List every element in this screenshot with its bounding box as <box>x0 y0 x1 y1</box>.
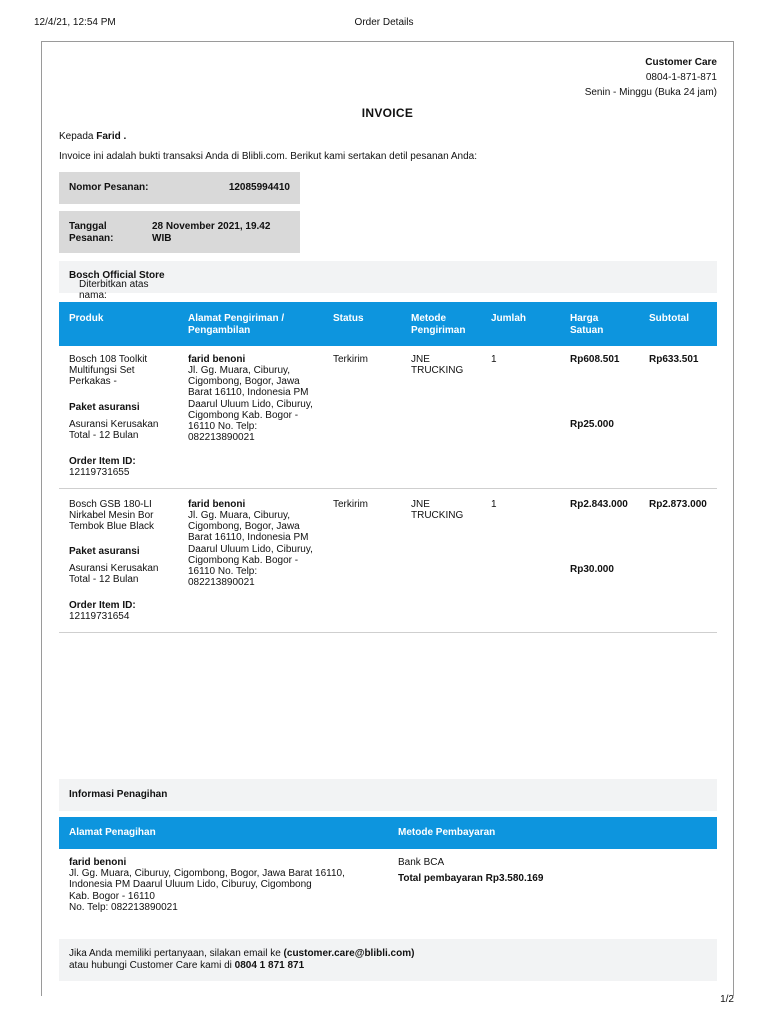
order-date: 28 November 2021, 19.42 WIB <box>152 221 271 244</box>
customer-care-hours: Senin - Minggu (Buka 24 jam) <box>584 87 717 98</box>
insurance-price: Rp25.000 <box>570 419 614 430</box>
footer-note <box>59 939 717 981</box>
table-row <box>59 346 717 489</box>
unit-price: Rp608.501 <box>570 354 620 365</box>
payment-bank: Bank BCA <box>398 857 445 868</box>
greeting-prefix: Kepada <box>59 131 97 142</box>
shipping-address: Jl. Gg. Muara, Ciburuy, Cigombong, Bogor, Jawa Barat 16110, Indonesia PM Daarul Uluum Lido, Ciburuy, Cigombong Kab. Bogor - 16110 No. Telp: 082213890021 <box>188 365 313 444</box>
customer-care <box>585 55 717 100</box>
product-name: Bosch GSB 180-LI Nirkabel Mesin Bor Tembok Blue Black <box>69 499 155 533</box>
order-item-id-label: Order Item ID: <box>69 456 136 467</box>
order-date-label: Tanggal Pesanan: <box>69 221 114 244</box>
page-number: 1/2 <box>720 994 734 1005</box>
issuer-label: Diterbitkan atas nama: <box>79 279 149 301</box>
order-number: 12085994410 <box>228 182 290 193</box>
items-table-header <box>59 302 717 346</box>
billing-address-header: Alamat Penagihan <box>69 827 156 838</box>
order-item-id: 12119731655 <box>69 467 130 478</box>
quantity: 1 <box>491 499 497 510</box>
customer-name: Farid . <box>96 131 127 142</box>
recipient-name: farid benoni <box>188 354 246 365</box>
insurance-label: Paket asuransi <box>69 402 140 413</box>
billing-body <box>59 857 717 927</box>
quantity: 1 <box>491 354 497 365</box>
header-metode: Metode Pengiriman <box>411 313 466 336</box>
header-alamat: Alamat Pengiriman / Pengambilan <box>188 313 285 336</box>
intro-text: Invoice ini adalah bukti transaksi Anda di Blibli.com. Berikut kami sertakan detil pesanan Anda: <box>59 151 478 162</box>
table-row <box>59 489 717 633</box>
billing-name: farid benoni <box>69 857 127 868</box>
subtotal: Rp633.501 <box>649 354 699 365</box>
order-number-label: Nomor Pesanan: <box>69 182 149 193</box>
unit-price: Rp2.843.000 <box>570 499 628 510</box>
header-subtotal: Subtotal <box>649 313 689 324</box>
issuer-name: Bosch Official Store <box>69 270 165 281</box>
issuer-box <box>59 261 717 301</box>
greeting <box>59 131 126 142</box>
header-produk: Produk <box>69 313 104 324</box>
footer-line2: atau hubungi Customer Care kami di <box>69 960 235 971</box>
insurance-label: Paket asuransi <box>69 546 140 557</box>
customer-care-title: Customer Care <box>645 57 717 68</box>
order-status: Terkirim <box>333 499 368 510</box>
subtotal: Rp2.873.000 <box>649 499 707 510</box>
header-harga: Harga Satuan <box>570 313 604 336</box>
product-name: Bosch 108 Toolkit Multifungsi Set Perkakas - <box>69 354 148 388</box>
billing-section-title <box>59 779 717 811</box>
header-status: Status <box>333 313 364 324</box>
customer-care-phone: 0804-1-871-871 <box>645 72 717 83</box>
billing-address-line1: Jl. Gg. Muara, Ciburuy, Cigombong, Bogor, Jawa Barat 16110, <box>69 868 345 879</box>
support-email: (customer.care@blibli.com) <box>283 948 415 959</box>
order-status: Terkirim <box>333 354 368 365</box>
order-date-box <box>59 211 300 253</box>
order-item-id: 12119731654 <box>69 611 130 622</box>
insurance-name: Asuransi Kerusakan Total - 12 Bulan <box>69 563 159 586</box>
footer-line1: Jika Anda memiliki pertanyaan, silakan email ke <box>69 948 284 959</box>
insurance-price: Rp30.000 <box>570 564 614 575</box>
recipient-name: farid benoni <box>188 499 246 510</box>
billing-phone: No. Telp: 082213890021 <box>69 902 178 913</box>
header-jumlah: Jumlah <box>491 313 527 324</box>
billing-title-text: Informasi Penagihan <box>69 789 168 800</box>
print-header <box>0 0 768 40</box>
print-title: Order Details <box>354 17 414 28</box>
billing-header <box>59 817 717 849</box>
shipping-method: JNE TRUCKING <box>411 354 464 377</box>
payment-method-header: Metode Pembayaran <box>398 827 496 838</box>
billing-address-line3: Kab. Bogor - 16110 <box>69 891 155 902</box>
billing-address-line2: Indonesia PM Daarul Uluum Lido, Ciburuy, Cigombong <box>69 879 312 890</box>
shipping-method: JNE TRUCKING <box>411 499 464 522</box>
insurance-name: Asuransi Kerusakan Total - 12 Bulan <box>69 419 159 442</box>
print-datetime: 12/4/21, 12:54 PM <box>34 17 116 28</box>
invoice-title: INVOICE <box>361 106 414 120</box>
support-phone: 0804 1 871 871 <box>234 960 305 971</box>
shipping-address: Jl. Gg. Muara, Ciburuy, Cigombong, Bogor, Jawa Barat 16110, Indonesia PM Daarul Uluum Lido, Ciburuy, Cigombong Kab. Bogor - 16110 No. Telp: 082213890021 <box>188 510 313 589</box>
payment-total: Total pembayaran Rp3.580.169 <box>398 873 544 884</box>
order-number-box <box>59 172 300 204</box>
order-item-id-label: Order Item ID: <box>69 600 136 611</box>
